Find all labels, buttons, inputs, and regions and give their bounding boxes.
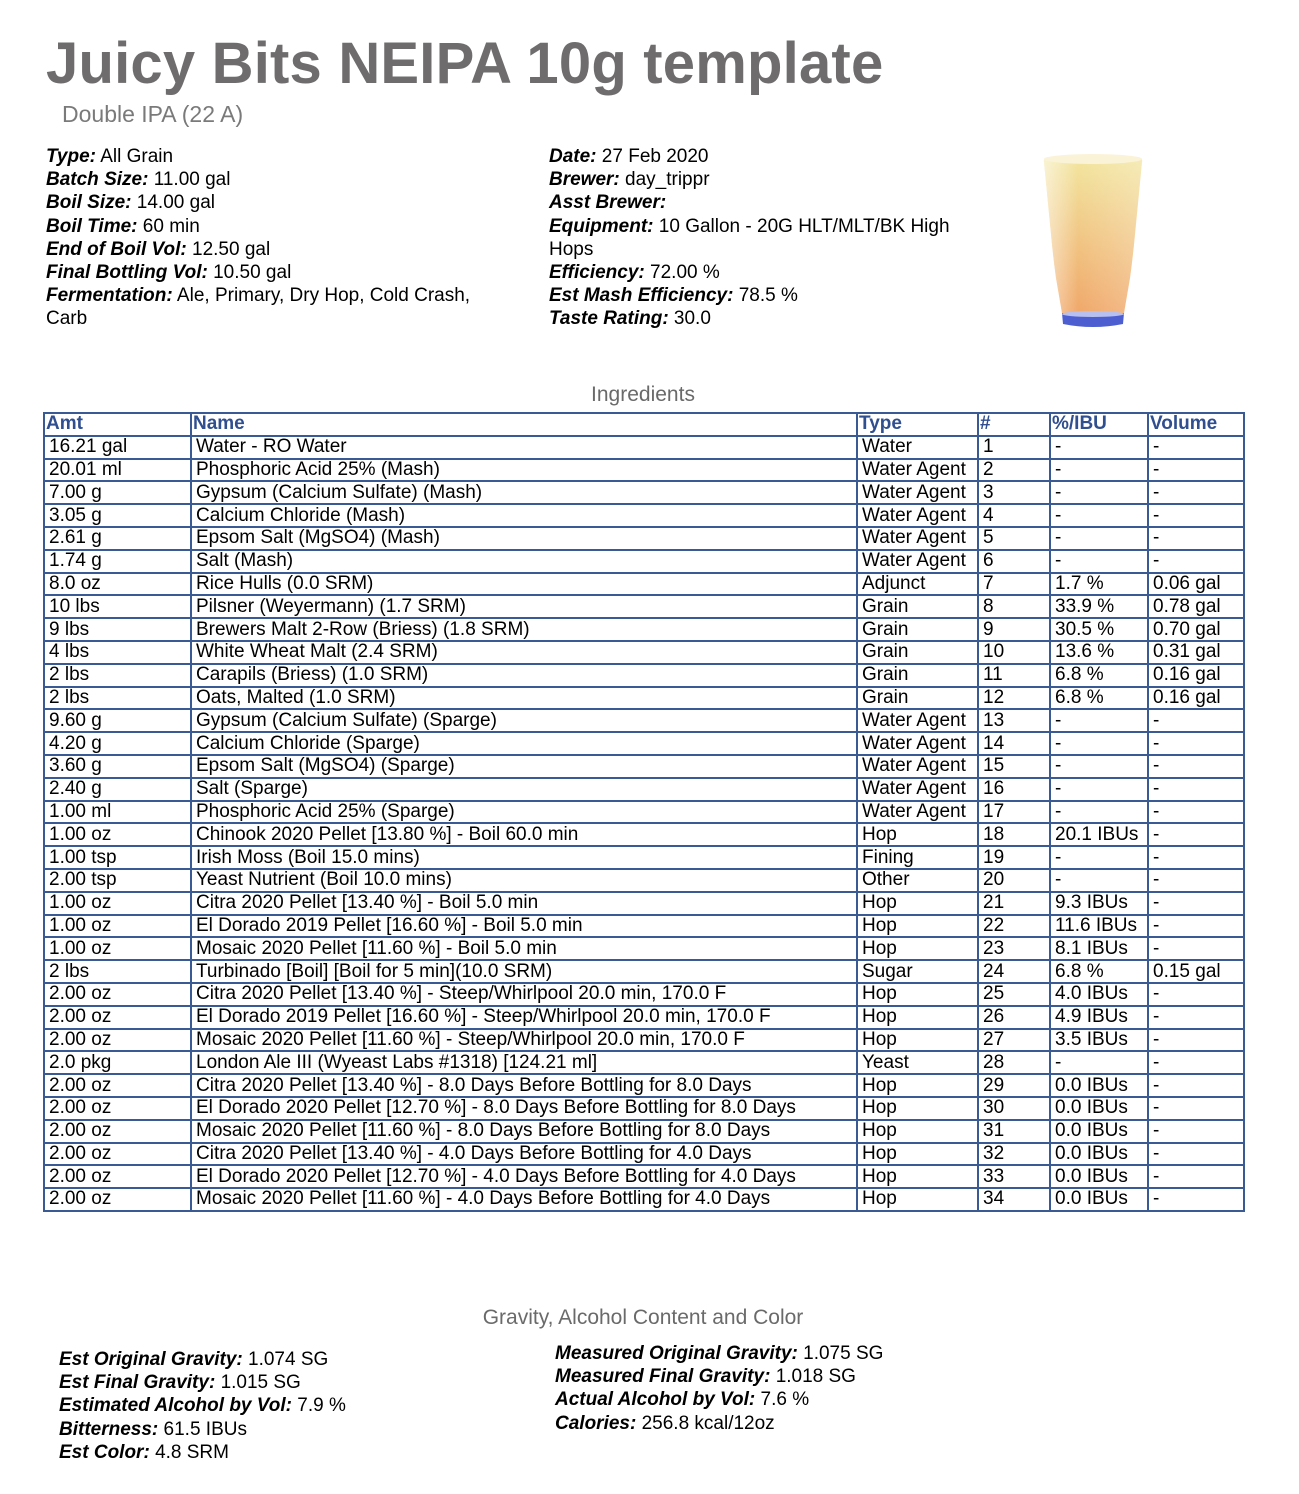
type-cell: Water Agent (857, 481, 978, 504)
table-row (44, 1006, 1244, 1029)
volume-cell: 0.31 gal (1148, 641, 1244, 664)
name-cell: Phosphoric Acid 25% (Mash) (191, 459, 857, 482)
number-cell: 33 (978, 1165, 1050, 1188)
name-cell: Mosaic 2020 Pellet [11.60 %] - 4.0 Days Before Bottling for 4.0 Days (191, 1188, 857, 1211)
name-cell: Mosaic 2020 Pellet [11.60 %] - Boil 5.0 min (191, 937, 857, 960)
volume-cell: - (1148, 732, 1244, 755)
type-cell: Grain (857, 595, 978, 618)
table-row (44, 436, 1244, 459)
number-cell: 28 (978, 1051, 1050, 1074)
type-cell: Hop (857, 1097, 978, 1120)
amt-cell: 4.20 g (44, 732, 191, 755)
table-row (44, 778, 1244, 801)
info-brewer: Brewer: day_trippr (549, 169, 710, 191)
measured-final-gravity: Measured Final Gravity: 1.018 SG (555, 1366, 856, 1388)
number-cell: 13 (978, 709, 1050, 732)
volume-cell: - (1148, 1006, 1244, 1029)
percent-ibu-cell: 0.0 IBUs (1050, 1188, 1148, 1211)
info-efficiency: Efficiency: 72.00 % (549, 262, 720, 284)
amt-cell: 9.60 g (44, 709, 191, 732)
percent-ibu-cell: - (1050, 778, 1148, 801)
amt-cell: 9 lbs (44, 618, 191, 641)
amt-cell: 2.61 g (44, 527, 191, 550)
table-row (44, 937, 1244, 960)
name-cell: Oats, Malted (1.0 SRM) (191, 687, 857, 710)
bitterness: Bitterness: 61.5 IBUs (59, 1418, 247, 1440)
name-cell: Rice Hulls (0.0 SRM) (191, 573, 857, 596)
type-cell: Fining (857, 846, 978, 869)
table-row (44, 481, 1244, 504)
table-row (44, 1051, 1244, 1074)
amt-cell: 1.74 g (44, 550, 191, 573)
number-cell: 22 (978, 915, 1050, 938)
percent-ibu-cell: 6.8 % (1050, 687, 1148, 710)
percent-ibu-cell: - (1050, 801, 1148, 824)
number-cell: 34 (978, 1188, 1050, 1211)
volume-cell: - (1148, 481, 1244, 504)
type-cell: Hop (857, 937, 978, 960)
column-header-type: Type (857, 413, 978, 436)
number-cell: 6 (978, 550, 1050, 573)
table-row (44, 1120, 1244, 1143)
calories: Calories: 256.8 kcal/12oz (555, 1412, 775, 1434)
recipe-title: Juicy Bits NEIPA 10g template (46, 31, 884, 96)
volume-cell: 0.78 gal (1148, 595, 1244, 618)
info-batch-size: Batch Size: 11.00 gal (46, 169, 231, 191)
number-cell: 29 (978, 1074, 1050, 1097)
type-cell: Hop (857, 1006, 978, 1029)
volume-cell: - (1148, 937, 1244, 960)
type-cell: Water Agent (857, 550, 978, 573)
amt-cell: 8.0 oz (44, 573, 191, 596)
recipe-info-right (549, 145, 989, 331)
name-cell: El Dorado 2020 Pellet [12.70 %] - 8.0 Days Before Bottling for 8.0 Days (191, 1097, 857, 1120)
name-cell: Carapils (Briess) (1.0 SRM) (191, 664, 857, 687)
column-header-number: # (978, 413, 1050, 436)
est-original-gravity: Est Original Gravity: 1.074 SG (59, 1349, 329, 1370)
name-cell: Yeast Nutrient (Boil 10.0 mins) (191, 869, 857, 892)
volume-cell: 0.15 gal (1148, 960, 1244, 983)
type-cell: Hop (857, 1165, 978, 1188)
name-cell: El Dorado 2019 Pellet [16.60 %] - Boil 5.0 min (191, 915, 857, 938)
type-cell: Water Agent (857, 778, 978, 801)
volume-cell: - (1148, 1074, 1244, 1097)
table-row (44, 823, 1244, 846)
number-cell: 31 (978, 1120, 1050, 1143)
amt-cell: 2.00 oz (44, 983, 191, 1006)
info-final-bottling-vol: Final Bottling Vol: 10.50 gal (46, 262, 292, 284)
amt-cell: 2.00 oz (44, 1074, 191, 1097)
type-cell: Hop (857, 1143, 978, 1166)
table-row (44, 687, 1244, 710)
amt-cell: 2.00 oz (44, 1097, 191, 1120)
percent-ibu-cell: 1.7 % (1050, 573, 1148, 596)
type-cell: Adjunct (857, 573, 978, 596)
type-cell: Other (857, 869, 978, 892)
column-header-amt: Amt (44, 413, 191, 436)
name-cell: Citra 2020 Pellet [13.40 %] - Boil 5.0 min (191, 892, 857, 915)
number-cell: 17 (978, 801, 1050, 824)
type-cell: Water Agent (857, 527, 978, 550)
amt-cell: 2 lbs (44, 687, 191, 710)
volume-cell: - (1148, 1051, 1244, 1074)
type-cell: Hop (857, 915, 978, 938)
percent-ibu-cell: 30.5 % (1050, 618, 1148, 641)
name-cell: Salt (Mash) (191, 550, 857, 573)
percent-ibu-cell: 0.0 IBUs (1050, 1143, 1148, 1166)
table-row (44, 641, 1244, 664)
percent-ibu-cell: - (1050, 459, 1148, 482)
percent-ibu-cell: 9.3 IBUs (1050, 892, 1148, 915)
column-header-name: Name (191, 413, 857, 436)
percent-ibu-cell: 0.0 IBUs (1050, 1097, 1148, 1120)
name-cell: Turbinado [Boil] [Boil for 5 min](10.0 SRM) (191, 960, 857, 983)
table-row (44, 573, 1244, 596)
ingredients-table-body (44, 436, 1244, 1211)
name-cell: Calcium Chloride (Sparge) (191, 732, 857, 755)
volume-cell: - (1148, 823, 1244, 846)
type-cell: Grain (857, 641, 978, 664)
type-cell: Water Agent (857, 732, 978, 755)
name-cell: Salt (Sparge) (191, 778, 857, 801)
amt-cell: 1.00 oz (44, 823, 191, 846)
gravity-section-title: Gravity, Alcohol Content and Color (482, 1306, 804, 1329)
percent-ibu-cell: 6.8 % (1050, 664, 1148, 687)
type-cell: Water Agent (857, 755, 978, 778)
volume-cell: - (1148, 801, 1244, 824)
volume-cell: - (1148, 1120, 1244, 1143)
percent-ibu-cell: 4.0 IBUs (1050, 983, 1148, 1006)
type-cell: Grain (857, 618, 978, 641)
type-cell: Water Agent (857, 459, 978, 482)
info-asst-brewer: Asst Brewer: (549, 192, 667, 214)
percent-ibu-cell: - (1050, 755, 1148, 778)
percent-ibu-cell: - (1050, 504, 1148, 527)
amt-cell: 1.00 oz (44, 892, 191, 915)
volume-cell: - (1148, 869, 1244, 892)
table-row (44, 618, 1244, 641)
volume-cell: - (1148, 459, 1244, 482)
amt-cell: 10 lbs (44, 595, 191, 618)
name-cell: London Ale III (Wyeast Labs #1318) [124.21 ml] (191, 1051, 857, 1074)
recipe-info-left (46, 145, 516, 331)
table-row (44, 732, 1244, 755)
name-cell: Phosphoric Acid 25% (Sparge) (191, 801, 857, 824)
type-cell: Grain (857, 687, 978, 710)
name-cell: Citra 2020 Pellet [13.40 %] - Steep/Whirlpool 20.0 min, 170.0 F (191, 983, 857, 1006)
name-cell: Mosaic 2020 Pellet [11.60 %] - 8.0 Days Before Bottling for 8.0 Days (191, 1120, 857, 1143)
name-cell: Water - RO Water (191, 436, 857, 459)
percent-ibu-cell: - (1050, 846, 1148, 869)
number-cell: 12 (978, 687, 1050, 710)
amt-cell: 2.00 oz (44, 1143, 191, 1166)
measured-original-gravity: Measured Original Gravity: 1.075 SG (555, 1343, 884, 1364)
amt-cell: 1.00 oz (44, 937, 191, 960)
table-row (44, 1188, 1244, 1211)
amt-cell: 2.00 oz (44, 1188, 191, 1211)
table-row (44, 892, 1244, 915)
table-row (44, 459, 1244, 482)
volume-cell: - (1148, 504, 1244, 527)
column-header-percent-ibu: %/IBU (1050, 413, 1148, 436)
percent-ibu-cell: 8.1 IBUs (1050, 937, 1148, 960)
name-cell: Irish Moss (Boil 15.0 mins) (191, 846, 857, 869)
number-cell: 21 (978, 892, 1050, 915)
number-cell: 26 (978, 1006, 1050, 1029)
info-est-mash-efficiency: Est Mash Efficiency: 78.5 % (549, 285, 798, 307)
name-cell: White Wheat Malt (2.4 SRM) (191, 641, 857, 664)
column-header-volume: Volume (1148, 413, 1244, 436)
volume-cell: - (1148, 915, 1244, 938)
number-cell: 30 (978, 1097, 1050, 1120)
amt-cell: 2.00 oz (44, 1006, 191, 1029)
table-header-row (44, 413, 1244, 436)
volume-cell: 0.06 gal (1148, 573, 1244, 596)
amt-cell: 3.60 g (44, 755, 191, 778)
number-cell: 24 (978, 960, 1050, 983)
percent-ibu-cell: - (1050, 709, 1148, 732)
amt-cell: 4 lbs (44, 641, 191, 664)
percent-ibu-cell: - (1050, 481, 1148, 504)
amt-cell: 1.00 ml (44, 801, 191, 824)
percent-ibu-cell: 6.8 % (1050, 960, 1148, 983)
name-cell: Epsom Salt (MgSO4) (Sparge) (191, 755, 857, 778)
table-row (44, 550, 1244, 573)
info-type: Type: All Grain (46, 146, 174, 167)
number-cell: 20 (978, 869, 1050, 892)
percent-ibu-cell: 4.9 IBUs (1050, 1006, 1148, 1029)
type-cell: Water Agent (857, 801, 978, 824)
number-cell: 10 (978, 641, 1050, 664)
number-cell: 16 (978, 778, 1050, 801)
type-cell: Water Agent (857, 504, 978, 527)
percent-ibu-cell: 3.5 IBUs (1050, 1029, 1148, 1052)
table-row (44, 1097, 1244, 1120)
amt-cell: 2.00 oz (44, 1120, 191, 1143)
type-cell: Hop (857, 1029, 978, 1052)
table-row (44, 1074, 1244, 1097)
percent-ibu-cell: 20.1 IBUs (1050, 823, 1148, 846)
table-row (44, 960, 1244, 983)
number-cell: 25 (978, 983, 1050, 1006)
volume-cell: - (1148, 1029, 1244, 1052)
percent-ibu-cell: 11.6 IBUs (1050, 915, 1148, 938)
type-cell: Grain (857, 664, 978, 687)
name-cell: Gypsum (Calcium Sulfate) (Sparge) (191, 709, 857, 732)
name-cell: Citra 2020 Pellet [13.40 %] - 4.0 Days Before Bottling for 4.0 Days (191, 1143, 857, 1166)
type-cell: Water (857, 436, 978, 459)
actual-alcohol-by-vol: Actual Alcohol by Vol: 7.6 % (555, 1389, 810, 1411)
amt-cell: 20.01 ml (44, 459, 191, 482)
volume-cell: - (1148, 892, 1244, 915)
percent-ibu-cell: 13.6 % (1050, 641, 1148, 664)
percent-ibu-cell: 0.0 IBUs (1050, 1120, 1148, 1143)
percent-ibu-cell: - (1050, 550, 1148, 573)
info-date: Date: 27 Feb 2020 (549, 146, 709, 167)
amt-cell: 7.00 g (44, 481, 191, 504)
number-cell: 1 (978, 436, 1050, 459)
info-boil-size: Boil Size: 14.00 gal (46, 192, 215, 214)
name-cell: Chinook 2020 Pellet [13.80 %] - Boil 60.0 min (191, 823, 857, 846)
table-row (44, 527, 1244, 550)
volume-cell: - (1148, 550, 1244, 573)
gravity-estimates (59, 1348, 346, 1464)
volume-cell: - (1148, 778, 1244, 801)
table-row (44, 983, 1244, 1006)
percent-ibu-cell: - (1050, 732, 1148, 755)
info-taste-rating: Taste Rating: 30.0 (549, 308, 711, 330)
percent-ibu-cell: - (1050, 869, 1148, 892)
type-cell: Hop (857, 1074, 978, 1097)
volume-cell: - (1148, 436, 1244, 459)
estimated-alcohol-by-vol: Estimated Alcohol by Vol: 7.9 % (59, 1395, 346, 1417)
ingredients-table (43, 412, 1245, 1212)
table-row (44, 664, 1244, 687)
percent-ibu-cell: - (1050, 1051, 1148, 1074)
volume-cell: - (1148, 709, 1244, 732)
name-cell: Citra 2020 Pellet [13.40 %] - 8.0 Days Before Bottling for 8.0 Days (191, 1074, 857, 1097)
table-row (44, 1165, 1244, 1188)
amt-cell: 2 lbs (44, 664, 191, 687)
amt-cell: 16.21 gal (44, 436, 191, 459)
table-row (44, 1029, 1244, 1052)
info-fermentation: Fermentation: Ale, Primary, Dry Hop, Cold Crash, Carb (46, 285, 471, 330)
number-cell: 14 (978, 732, 1050, 755)
name-cell: Epsom Salt (MgSO4) (Mash) (191, 527, 857, 550)
table-row (44, 709, 1244, 732)
volume-cell: - (1148, 1143, 1244, 1166)
type-cell: Water Agent (857, 709, 978, 732)
percent-ibu-cell: 33.9 % (1050, 595, 1148, 618)
number-cell: 15 (978, 755, 1050, 778)
amt-cell: 3.05 g (44, 504, 191, 527)
amt-cell: 2.0 pkg (44, 1051, 191, 1074)
name-cell: El Dorado 2020 Pellet [12.70 %] - 4.0 Days Before Bottling for 4.0 Days (191, 1165, 857, 1188)
info-equipment: Equipment: 10 Gallon - 20G HLT/MLT/BK High Hops (549, 215, 950, 260)
number-cell: 27 (978, 1029, 1050, 1052)
volume-cell: - (1148, 755, 1244, 778)
est-color: Est Color: 4.8 SRM (59, 1441, 229, 1463)
name-cell: Brewers Malt 2-Row (Briess) (1.8 SRM) (191, 618, 857, 641)
volume-cell: 0.16 gal (1148, 664, 1244, 687)
table-row (44, 846, 1244, 869)
name-cell: Gypsum (Calcium Sulfate) (Mash) (191, 481, 857, 504)
amt-cell: 2.40 g (44, 778, 191, 801)
type-cell: Hop (857, 892, 978, 915)
volume-cell: - (1148, 846, 1244, 869)
amt-cell: 2 lbs (44, 960, 191, 983)
info-boil-time: Boil Time: 60 min (46, 215, 200, 237)
volume-cell: - (1148, 1165, 1244, 1188)
number-cell: 2 (978, 459, 1050, 482)
number-cell: 18 (978, 823, 1050, 846)
amt-cell: 1.00 oz (44, 915, 191, 938)
est-final-gravity: Est Final Gravity: 1.015 SG (59, 1372, 301, 1394)
type-cell: Hop (857, 983, 978, 1006)
beer-glass-icon (1038, 148, 1148, 333)
volume-cell: - (1148, 1188, 1244, 1211)
amt-cell: 2.00 tsp (44, 869, 191, 892)
amt-cell: 2.00 oz (44, 1029, 191, 1052)
name-cell: Calcium Chloride (Mash) (191, 504, 857, 527)
name-cell: El Dorado 2019 Pellet [16.60 %] - Steep/Whirlpool 20.0 min, 170.0 F (191, 1006, 857, 1029)
name-cell: Mosaic 2020 Pellet [11.60 %] - Steep/Whirlpool 20.0 min, 170.0 F (191, 1029, 857, 1052)
percent-ibu-cell: - (1050, 436, 1148, 459)
volume-cell: - (1148, 527, 1244, 550)
volume-cell: 0.16 gal (1148, 687, 1244, 710)
volume-cell: - (1148, 983, 1244, 1006)
info-end-of-boil-vol: End of Boil Vol: 12.50 gal (46, 238, 271, 260)
number-cell: 11 (978, 664, 1050, 687)
amt-cell: 2.00 oz (44, 1165, 191, 1188)
number-cell: 4 (978, 504, 1050, 527)
number-cell: 7 (978, 573, 1050, 596)
type-cell: Yeast (857, 1051, 978, 1074)
type-cell: Hop (857, 1188, 978, 1211)
type-cell: Sugar (857, 960, 978, 983)
number-cell: 32 (978, 1143, 1050, 1166)
amt-cell: 1.00 tsp (44, 846, 191, 869)
gravity-measured (555, 1342, 883, 1435)
number-cell: 23 (978, 937, 1050, 960)
table-row (44, 801, 1244, 824)
table-row (44, 755, 1244, 778)
table-row (44, 595, 1244, 618)
number-cell: 8 (978, 595, 1050, 618)
number-cell: 3 (978, 481, 1050, 504)
name-cell: Pilsner (Weyermann) (1.7 SRM) (191, 595, 857, 618)
type-cell: Hop (857, 823, 978, 846)
table-row (44, 1143, 1244, 1166)
percent-ibu-cell: 0.0 IBUs (1050, 1074, 1148, 1097)
number-cell: 5 (978, 527, 1050, 550)
table-row (44, 869, 1244, 892)
number-cell: 19 (978, 846, 1050, 869)
recipe-style: Double IPA (22 A) (62, 101, 244, 127)
number-cell: 9 (978, 618, 1050, 641)
percent-ibu-cell: - (1050, 527, 1148, 550)
ingredients-section-title: Ingredients (591, 383, 695, 406)
table-row (44, 915, 1244, 938)
table-row (44, 504, 1244, 527)
percent-ibu-cell: 0.0 IBUs (1050, 1165, 1148, 1188)
volume-cell: - (1148, 1097, 1244, 1120)
type-cell: Hop (857, 1120, 978, 1143)
volume-cell: 0.70 gal (1148, 618, 1244, 641)
